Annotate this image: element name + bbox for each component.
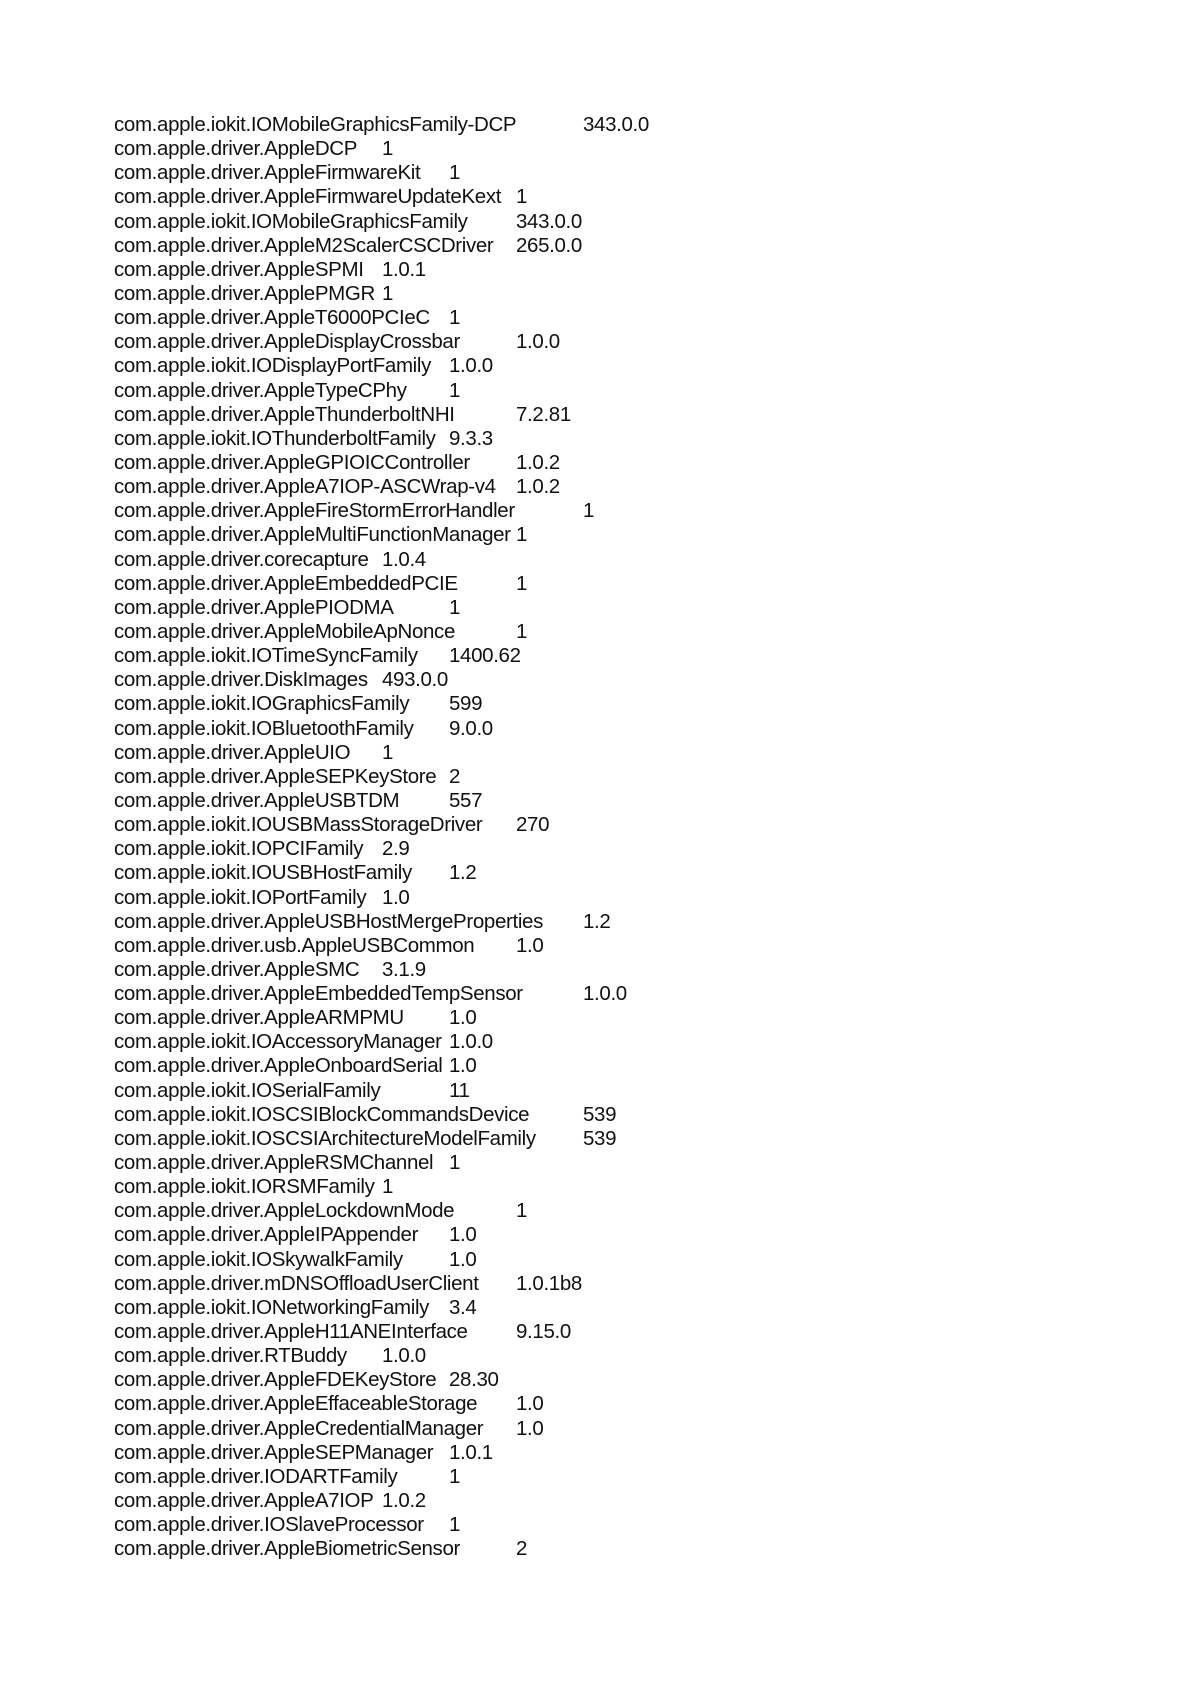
- kext-name: com.apple.iokit.IOSCSIBlockCommandsDevice: [114, 1102, 530, 1126]
- kext-name: com.apple.driver.AppleARMPMU: [114, 1006, 404, 1030]
- kext-version: 1.0.0: [449, 354, 493, 378]
- kext-name: com.apple.driver.AppleSMC: [114, 957, 360, 981]
- kext-name: com.apple.driver.AppleBiometricSensor: [114, 1537, 460, 1561]
- kext-row: [114, 1126, 617, 1151]
- kext-version: 1: [516, 619, 528, 643]
- kext-row: [114, 909, 611, 934]
- kext-row: [114, 548, 543, 572]
- kext-name: com.apple.iokit.IOPCIFamily: [114, 837, 364, 861]
- kext-row: [114, 379, 543, 403]
- kext-name: com.apple.driver.DiskImages: [114, 668, 368, 692]
- kext-name: com.apple.iokit.IORSMFamily: [114, 1175, 375, 1199]
- kext-name: com.apple.iokit.IONetworkingFamily: [114, 1295, 430, 1319]
- kext-row: [114, 233, 582, 258]
- kext-name: com.apple.iokit.IOUSBHostFamily: [114, 861, 412, 885]
- kext-row: [114, 717, 543, 741]
- kext-name: com.apple.driver.AppleMobileApNonce: [114, 619, 456, 643]
- kext-name: com.apple.iokit.IOThunderboltFamily: [114, 426, 436, 450]
- kext-name: com.apple.driver.AppleDisplayCrossbar: [114, 330, 460, 354]
- kext-version: 493.0.0: [382, 668, 448, 692]
- kext-row: [114, 668, 543, 692]
- kext-version: 1: [382, 1175, 394, 1199]
- kext-row: [114, 789, 543, 813]
- kext-version: 9.0.0: [449, 716, 493, 740]
- kext-name: com.apple.driver.AppleEmbeddedPCIE: [114, 571, 458, 595]
- kext-row: [114, 1223, 543, 1247]
- kext-name: com.apple.driver.AppleFDEKeyStore: [114, 1368, 437, 1392]
- kext-row: [114, 1271, 582, 1296]
- kext-version: 343.0.0: [583, 113, 649, 136]
- kext-row: [114, 934, 543, 958]
- kext-name: com.apple.driver.AppleM2ScalerCSCDriver: [114, 233, 494, 257]
- kext-row: [114, 209, 582, 234]
- kext-version: 1.2: [583, 909, 611, 933]
- kext-row: [114, 1175, 543, 1199]
- kext-version: 11: [449, 1078, 470, 1102]
- kext-version: 539: [583, 1126, 617, 1150]
- kext-row: [114, 402, 571, 427]
- kext-version: 1.0.1: [382, 257, 426, 281]
- kext-version: 270: [516, 813, 550, 837]
- kext-version: 1: [516, 523, 528, 547]
- kext-version: 3.4: [449, 1295, 477, 1319]
- kext-row: [114, 137, 543, 161]
- kext-version: 9.3.3: [449, 426, 493, 450]
- kext-row: [114, 354, 543, 378]
- kext-row: [114, 185, 543, 209]
- kext-row: [114, 1199, 543, 1223]
- kext-row: [114, 813, 550, 837]
- kext-version: 1: [516, 571, 528, 595]
- kext-name: com.apple.driver.corecapture: [114, 547, 369, 571]
- kext-name: com.apple.iokit.IODisplayPortFamily: [114, 354, 431, 378]
- kext-version: 1.0: [516, 1416, 544, 1440]
- kext-name: com.apple.driver.AppleUSBHostMergeProperties: [114, 909, 543, 933]
- kext-name: com.apple.driver.AppleUIO: [114, 740, 351, 764]
- kext-name: com.apple.driver.AppleGPIOICController: [114, 450, 470, 474]
- kext-version: 539: [583, 1102, 617, 1126]
- kext-row: [114, 1465, 543, 1489]
- kext-version: 1: [449, 1151, 461, 1175]
- kext-row: [114, 1151, 543, 1175]
- kext-name: com.apple.driver.AppleH11ANEInterface: [114, 1320, 468, 1344]
- kext-version: 1: [449, 378, 461, 402]
- kext-row: [114, 1030, 543, 1054]
- kext-version: 3.1.9: [382, 957, 426, 981]
- kext-name: com.apple.driver.AppleSEPManager: [114, 1440, 434, 1464]
- kext-row: [114, 1368, 543, 1392]
- kext-row: [114, 1537, 543, 1561]
- kext-version: 343.0.0: [516, 209, 582, 233]
- kext-name: com.apple.driver.ApplePIODMA: [114, 595, 394, 619]
- kext-name: com.apple.driver.AppleCredentialManager: [114, 1416, 484, 1440]
- kext-row: [114, 258, 543, 282]
- kext-row: [114, 644, 543, 668]
- kext-name: com.apple.driver.IOSlaveProcessor: [114, 1513, 424, 1537]
- kext-row: [114, 1054, 543, 1078]
- kext-name: com.apple.driver.AppleLockdownMode: [114, 1199, 455, 1223]
- kext-version: 1: [449, 306, 461, 330]
- kext-row: [114, 886, 543, 910]
- kext-version: 1.0.0: [583, 982, 627, 1006]
- kext-name: com.apple.driver.AppleSEPKeyStore: [114, 764, 437, 788]
- kext-name: com.apple.driver.AppleOnboardSerial: [114, 1054, 443, 1078]
- kext-name: com.apple.driver.AppleA7IOP: [114, 1489, 374, 1513]
- kext-row: [114, 1296, 543, 1320]
- kext-version: 9.15.0: [516, 1320, 571, 1344]
- kext-version: 1.0: [449, 1054, 477, 1078]
- kext-row: [114, 1417, 543, 1441]
- kext-version: 1.0.2: [382, 1489, 426, 1513]
- kext-name: com.apple.driver.AppleTypeCPhy: [114, 378, 407, 402]
- kext-row: [114, 523, 543, 547]
- kext-version: 1.0.2: [516, 450, 560, 474]
- kext-name: com.apple.driver.AppleSPMI: [114, 257, 364, 281]
- kext-row: [114, 1489, 543, 1513]
- kext-name: com.apple.driver.AppleRSMChannel: [114, 1151, 434, 1175]
- kext-version: 1.0.1b8: [516, 1271, 582, 1295]
- kext-name: com.apple.driver.AppleMultiFunctionManager: [114, 523, 511, 547]
- kext-version: 265.0.0: [516, 233, 582, 257]
- kext-version: 599: [449, 692, 483, 716]
- kext-version: 1.0: [516, 1392, 544, 1416]
- kext-row: [114, 572, 543, 596]
- kext-row: [114, 741, 543, 765]
- kext-version: 2: [516, 1537, 528, 1561]
- kext-name: com.apple.driver.AppleEffaceableStorage: [114, 1392, 478, 1416]
- kext-version: 1: [449, 161, 461, 185]
- kext-row: [114, 282, 543, 306]
- kext-row: [114, 1513, 543, 1537]
- kext-version: 1.0: [449, 1006, 477, 1030]
- kext-version: 557: [449, 788, 483, 812]
- kext-version: 1.0.4: [382, 547, 426, 571]
- kext-version: 1: [449, 1464, 461, 1488]
- kext-name: com.apple.iokit.IOTimeSyncFamily: [114, 644, 418, 668]
- kext-version: 1.0.2: [516, 475, 560, 499]
- kext-row: [114, 982, 627, 1006]
- kext-version: 1: [583, 499, 595, 523]
- kext-version: 1.0.1: [449, 1440, 493, 1464]
- kext-name: com.apple.driver.RTBuddy: [114, 1344, 347, 1368]
- kext-version: 2.9: [382, 837, 410, 861]
- kext-name: com.apple.driver.ApplePMGR: [114, 281, 375, 305]
- kext-name: com.apple.iokit.IOMobileGraphicsFamily-DCP: [114, 113, 517, 136]
- kext-version: 1: [449, 595, 461, 619]
- kext-name: com.apple.iokit.IOAccessoryManager: [114, 1030, 442, 1054]
- kext-row: [114, 1320, 571, 1344]
- kext-version: 1: [382, 137, 394, 161]
- kext-row: [114, 958, 543, 982]
- kext-row: [114, 1079, 543, 1103]
- kext-row: [114, 306, 543, 330]
- kext-row: [114, 161, 543, 185]
- kext-name: com.apple.driver.usb.AppleUSBCommon: [114, 933, 475, 957]
- kext-name: com.apple.iokit.IOSkywalkFamily: [114, 1247, 403, 1271]
- kext-version: 1: [382, 740, 394, 764]
- kext-version: 1.0: [516, 933, 544, 957]
- kext-name: com.apple.driver.AppleT6000PCIeC: [114, 306, 430, 330]
- kext-version: 1: [382, 281, 394, 305]
- kext-list: [114, 113, 649, 1561]
- kext-name: com.apple.driver.AppleA7IOP-ASCWrap-v4: [114, 475, 496, 499]
- kext-version: 7.2.81: [516, 402, 571, 426]
- kext-row: [114, 837, 543, 861]
- kext-row: [114, 1344, 543, 1368]
- kext-name: com.apple.driver.AppleFirmwareUpdateKext: [114, 185, 502, 209]
- kext-version: 2: [449, 764, 461, 788]
- kext-name: com.apple.driver.AppleEmbeddedTempSensor: [114, 982, 523, 1006]
- kext-row: [114, 1392, 543, 1416]
- kext-row: [114, 499, 595, 523]
- kext-row: [114, 1248, 543, 1272]
- kext-version: 1.0: [449, 1223, 477, 1247]
- kext-row: [114, 475, 560, 499]
- kext-row: [114, 692, 543, 716]
- kext-version: 1.2: [449, 861, 477, 885]
- kext-name: com.apple.driver.AppleThunderboltNHI: [114, 402, 455, 426]
- kext-row: [114, 861, 543, 885]
- kext-name: com.apple.iokit.IOUSBMassStorageDriver: [114, 813, 483, 837]
- kext-row: [114, 765, 543, 789]
- kext-name: com.apple.driver.IODARTFamily: [114, 1464, 398, 1488]
- kext-name: com.apple.iokit.IOSerialFamily: [114, 1078, 381, 1102]
- kext-name: com.apple.driver.AppleFirmwareKit: [114, 161, 421, 185]
- kext-version: 1.0.0: [516, 330, 560, 354]
- kext-name: com.apple.driver.AppleIPAppender: [114, 1223, 419, 1247]
- kext-row: [114, 450, 560, 475]
- kext-version: 1.0.0: [382, 1344, 426, 1368]
- kext-row: [114, 596, 543, 620]
- kext-name: com.apple.driver.AppleUSBTDM: [114, 788, 400, 812]
- kext-version: 1: [516, 1199, 528, 1223]
- kext-row: [114, 620, 543, 644]
- kext-version: 1: [449, 1513, 461, 1537]
- kext-name: com.apple.iokit.IOSCSIArchitectureModelFamily: [114, 1126, 536, 1150]
- kext-version: 1400.62: [449, 644, 521, 668]
- kext-version: 1.0: [449, 1247, 477, 1271]
- kext-row: [114, 1006, 543, 1030]
- kext-name: com.apple.driver.AppleDCP: [114, 137, 358, 161]
- kext-version: 1: [516, 185, 528, 209]
- kext-name: com.apple.iokit.IOGraphicsFamily: [114, 692, 410, 716]
- kext-name: com.apple.iokit.IOMobileGraphicsFamily: [114, 209, 468, 233]
- kext-row: [114, 1102, 617, 1127]
- kext-name: com.apple.driver.AppleFireStormErrorHandler: [114, 499, 515, 523]
- kext-name: com.apple.iokit.IOBluetoothFamily: [114, 716, 414, 740]
- kext-row: [114, 330, 560, 354]
- kext-row: [114, 113, 649, 137]
- kext-row: [114, 427, 543, 451]
- kext-name: com.apple.iokit.IOPortFamily: [114, 885, 367, 909]
- kext-version: 28.30: [449, 1368, 499, 1392]
- kext-version: 1.0.0: [449, 1030, 493, 1054]
- kext-version: 1.0: [382, 885, 410, 909]
- kext-row: [114, 1441, 543, 1465]
- kext-name: com.apple.driver.mDNSOffloadUserClient: [114, 1271, 479, 1295]
